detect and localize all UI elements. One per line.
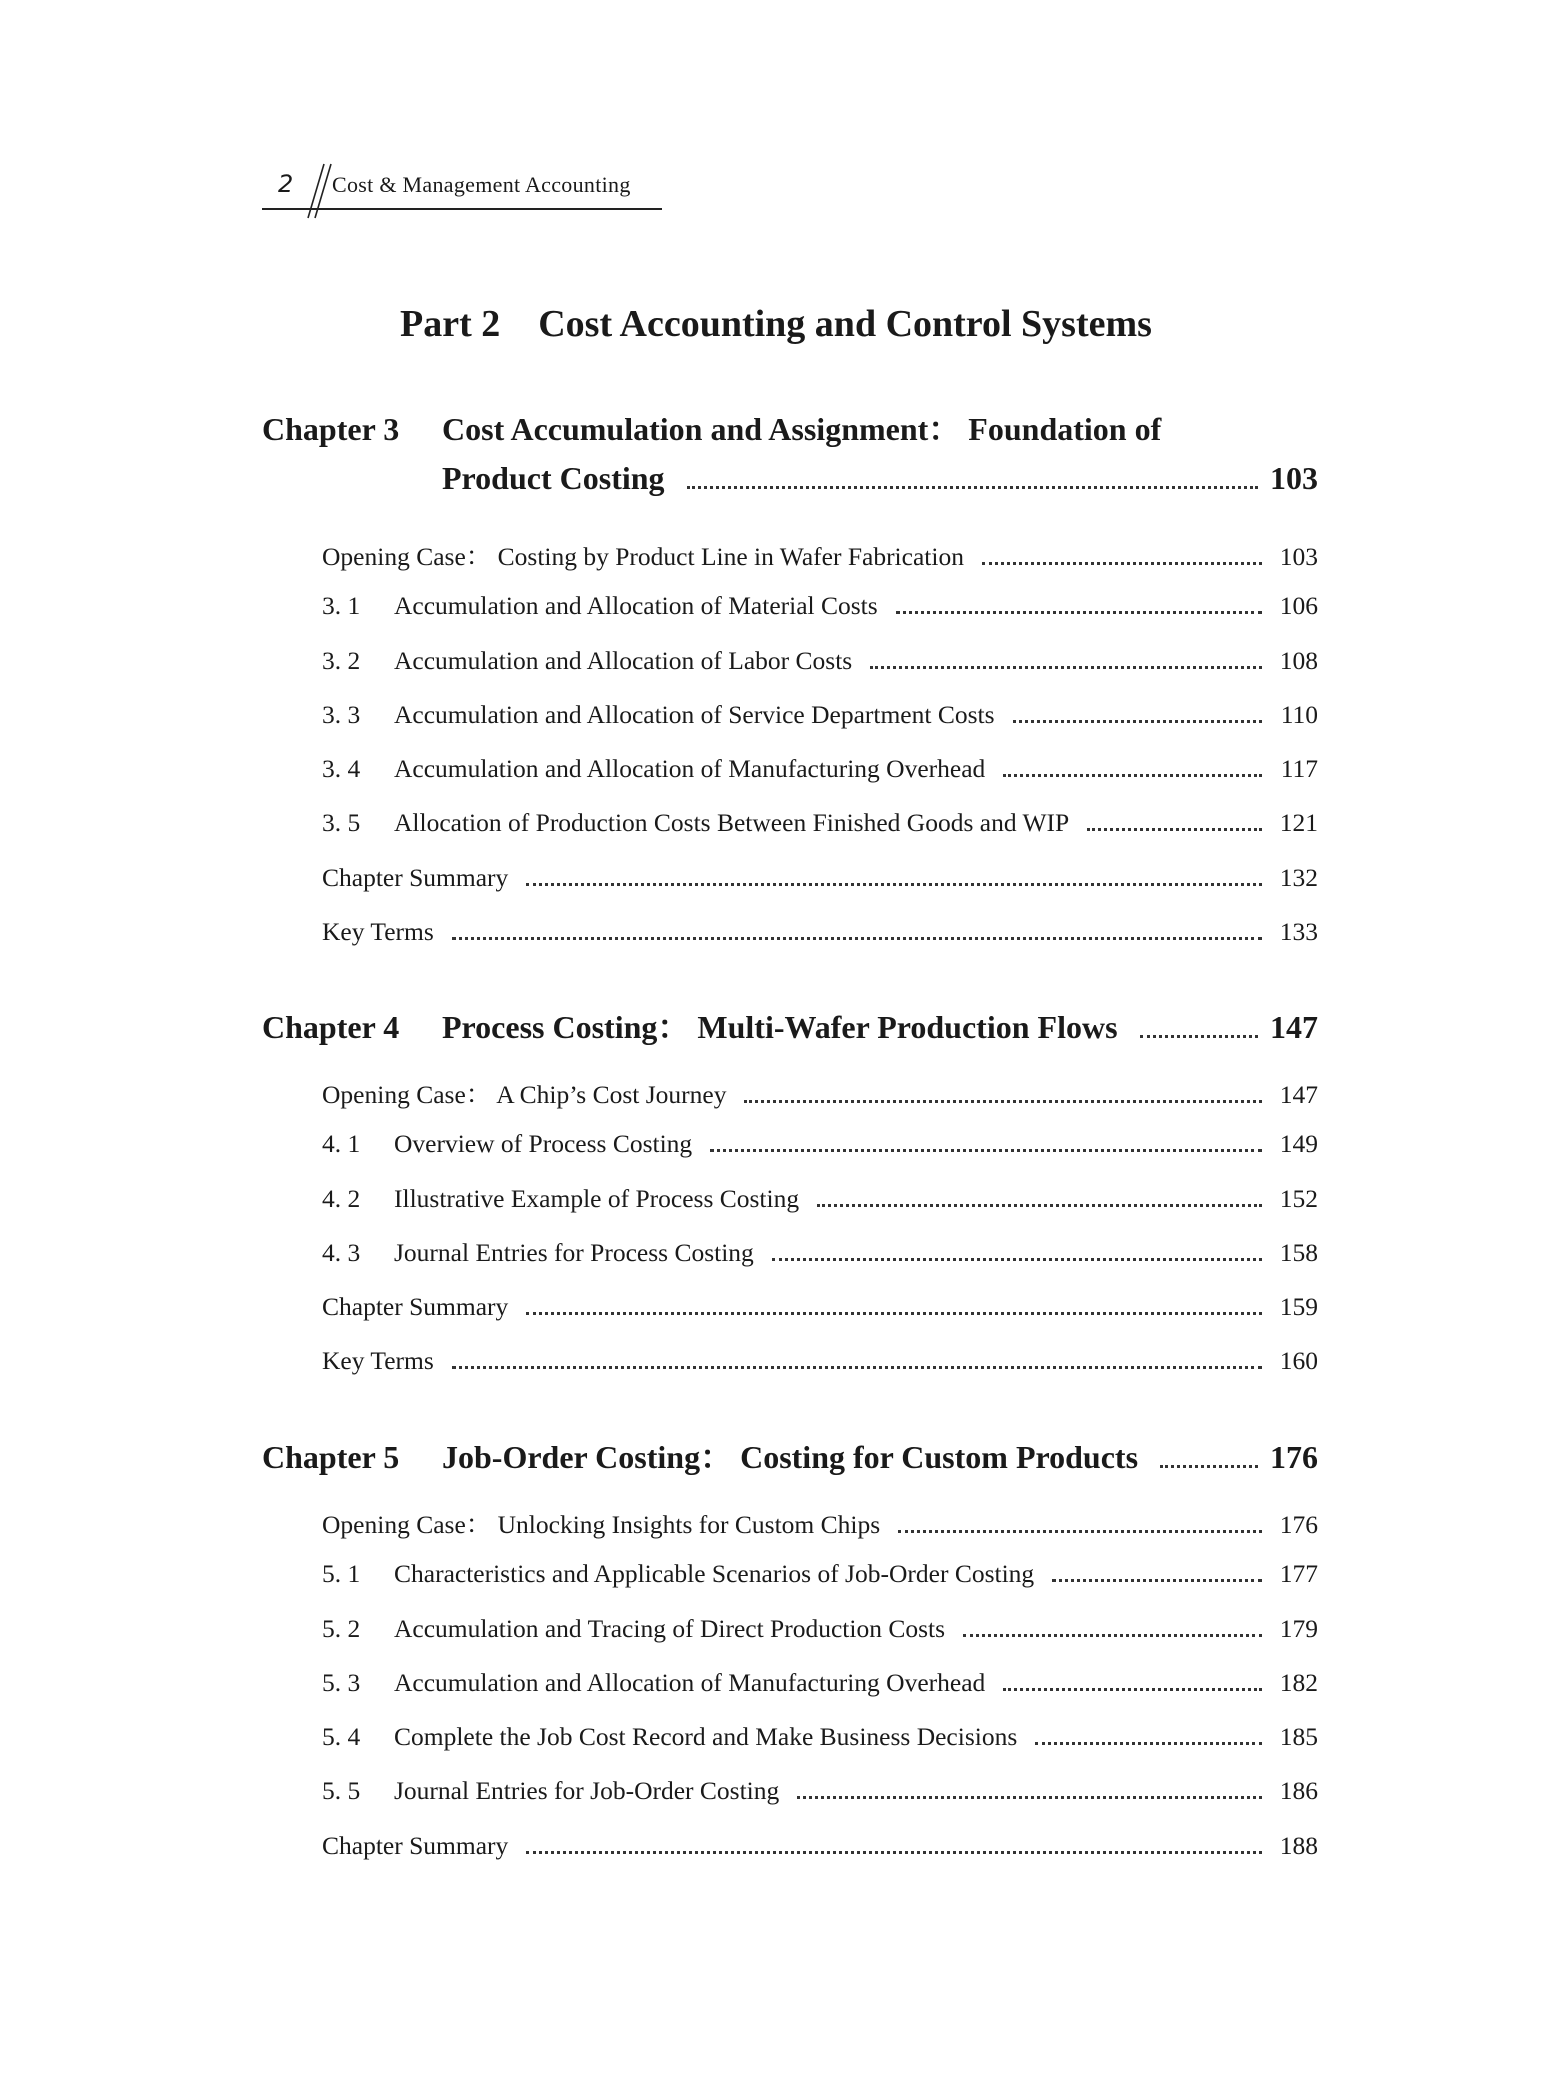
running-header [262,168,662,210]
section-number: 3. 3 [322,699,361,729]
entry-title: Key Terms [322,1346,434,1376]
chapter-5-heading[interactable] [262,1432,1318,1488]
chapter-title: Job-Order Costing： Costing for Custom Products [442,1439,1139,1475]
entry-title: Accumulation and Allocation of Service Department Costs [394,699,995,729]
section-number: 4. 1 [322,1129,361,1159]
section-number: 5. 4 [322,1722,361,1752]
entry-page: 159 [1279,1292,1318,1322]
chapter-4-entries [322,1075,1318,1401]
toc-entry[interactable] [322,754,1318,808]
entry-page: 117 [1280,754,1318,784]
dot-leader [1013,720,1262,723]
section-number: 3. 4 [322,754,361,784]
entry-page: 147 [1279,1080,1318,1109]
dot-leader [1087,828,1262,831]
chapter-label: Chapter 5 [262,1439,400,1475]
entry-page: 108 [1279,645,1318,675]
section-number: 3. 1 [322,591,361,621]
toc-entry[interactable] [322,808,1318,862]
chapter-3-heading[interactable] [262,404,1318,516]
dot-leader [1003,774,1262,777]
entry-page: 185 [1279,1722,1318,1752]
toc-entry[interactable] [322,537,1318,591]
toc-entry[interactable] [322,1831,1318,1885]
dot-leader [1003,1688,1262,1691]
entry-title: Chapter Summary [322,1292,509,1322]
entry-page: 103 [1279,542,1318,571]
chapter-3-entries [322,537,1318,971]
entry-title: Chapter Summary [322,1830,509,1860]
dot-leader [744,1100,1262,1103]
entry-title: Chapter Summary [322,862,509,892]
dot-leader [710,1149,1262,1152]
dot-leader [1160,1465,1258,1468]
section-number: 3. 2 [322,645,361,675]
toc-entry[interactable] [322,646,1318,700]
chapter-page: 176 [1270,1439,1318,1475]
entry-title: Accumulation and Allocation of Material Costs [394,591,878,621]
dot-leader [896,611,1262,614]
chapter-4-heading[interactable] [262,1002,1318,1058]
entry-page: 158 [1279,1237,1318,1267]
entry-title: Illustrative Example of Process Costing [394,1183,800,1213]
dot-leader [870,666,1262,669]
toc-entry[interactable] [322,1075,1318,1129]
toc-entry[interactable] [322,1292,1318,1346]
toc-entry[interactable] [322,1238,1318,1292]
dot-leader [526,1312,1262,1315]
dot-leader [1140,1035,1258,1038]
dot-leader [772,1258,1262,1261]
toc-entry[interactable] [322,1559,1318,1613]
dot-leader [1035,1742,1262,1745]
entry-title: Opening Case： Costing by Product Line in Wafer Fabrication [322,542,964,571]
dot-leader [687,486,1258,489]
dot-leader [797,1796,1262,1799]
entry-title: Key Terms [322,917,434,947]
dot-leader [982,562,1262,565]
entry-title: Characteristics and Applicable Scenarios of Job-Order Costing [394,1559,1035,1589]
entry-title: Accumulation and Allocation of Labor Costs [394,645,853,675]
dot-leader [526,883,1262,886]
toc-entry[interactable] [322,1346,1318,1400]
chapter-title: Process Costing： Multi-Wafer Production Flows [442,1009,1118,1045]
section-number: 3. 5 [322,808,361,838]
toc-entry[interactable] [322,591,1318,645]
dot-leader [452,937,1262,940]
dot-leader [898,1530,1262,1533]
toc-entry[interactable] [322,700,1318,754]
section-number: 5. 1 [322,1559,361,1589]
entry-page: 133 [1279,917,1318,947]
entry-title: Allocation of Production Costs Between Finished Goods and WIP [394,808,1070,838]
entry-page: 132 [1279,862,1318,892]
entry-title: Accumulation and Allocation of Manufacturing Overhead [394,1667,986,1697]
toc-entry[interactable] [322,1614,1318,1668]
entry-page: 188 [1279,1830,1318,1860]
double-slash-icon [304,160,334,222]
section-number: 5. 5 [322,1776,361,1806]
entry-page: 182 [1279,1667,1318,1697]
toc-entry[interactable] [322,863,1318,917]
dot-leader [526,1851,1262,1854]
dot-leader [963,1634,1262,1637]
chapter-page: 103 [1270,460,1318,496]
page-number: 2 [278,170,294,198]
entry-page: 176 [1279,1510,1318,1539]
chapter-label: Chapter 4 [262,1009,400,1045]
entry-title: Overview of Process Costing [394,1129,693,1159]
section-number: 5. 2 [322,1613,361,1643]
dot-leader [1052,1579,1262,1582]
chapter-label: Chapter 3 [262,411,400,447]
entry-page: 186 [1279,1776,1318,1806]
entry-page: 149 [1279,1129,1318,1159]
toc-entry[interactable] [322,1129,1318,1183]
toc-entry[interactable] [322,1505,1318,1559]
entry-title: Journal Entries for Job-Order Costing [394,1776,780,1806]
entry-page: 177 [1279,1559,1318,1589]
part-title: Part 2 Cost Accounting and Control Systems [400,303,1152,345]
chapter-5-entries [322,1505,1318,1885]
entry-title: Opening Case： A Chip’s Cost Journey [322,1080,727,1109]
chapter-title-cont: Product Costing [442,460,665,496]
dot-leader [452,1366,1262,1369]
section-number: 4. 2 [322,1183,361,1213]
entry-title: Opening Case： Unlocking Insights for Custom Chips [322,1510,881,1539]
entry-page: 121 [1279,808,1318,838]
entry-page: 160 [1279,1346,1318,1376]
toc-entry[interactable] [322,1776,1318,1830]
entry-title: Accumulation and Tracing of Direct Production Costs [394,1613,946,1643]
toc-entry[interactable] [322,1184,1318,1238]
entry-title: Journal Entries for Process Costing [394,1237,754,1267]
section-number: 4. 3 [322,1237,361,1267]
running-title: Cost & Management Accounting [332,172,631,197]
entry-page: 152 [1279,1183,1318,1213]
dot-leader [817,1204,1262,1207]
entry-page: 110 [1280,699,1318,729]
toc-entry[interactable] [322,917,1318,971]
chapter-page: 147 [1270,1009,1318,1045]
entry-page: 179 [1279,1613,1318,1643]
entry-title: Accumulation and Allocation of Manufacturing Overhead [394,754,986,784]
chapter-title: Cost Accumulation and Assignment： Foundation of [442,411,1162,447]
toc-entry[interactable] [322,1722,1318,1776]
entry-page: 106 [1279,591,1318,621]
toc-entry[interactable] [322,1668,1318,1722]
section-number: 5. 3 [322,1667,361,1697]
entry-title: Complete the Job Cost Record and Make Business Decisions [394,1722,1018,1752]
